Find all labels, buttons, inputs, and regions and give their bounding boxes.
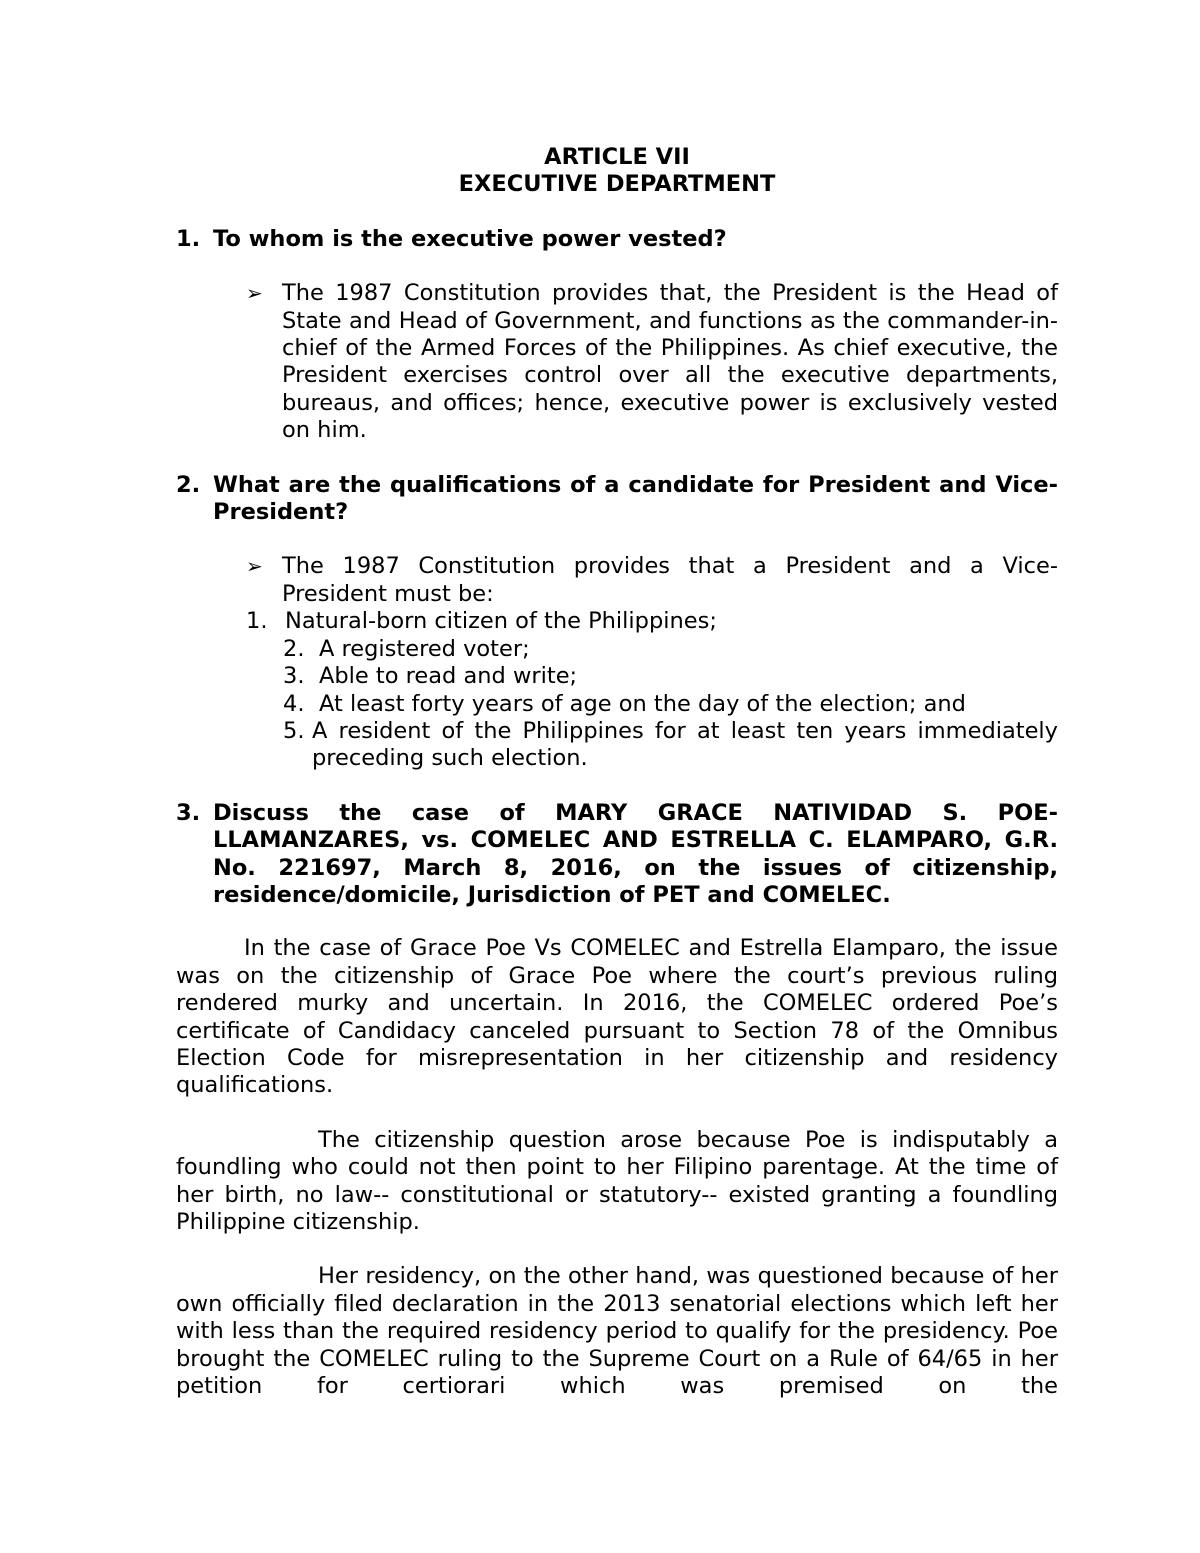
arrow-bullet-icon: ➢ bbox=[246, 554, 263, 579]
qualification-item-2: 2. A registered voter; bbox=[283, 635, 530, 662]
document-body bbox=[176, 144, 1058, 1400]
question-text: Discuss the case of MARY GRACE NATIVIDAD S. POE-LLAMANZARES, vs. COMELEC AND ESTRELLA C. ELAMPARO, G.R. No. 221697, March 8, 2016, on the issues of citizenship, residence/domicile, Jurisdiction of PET and COMELEC. bbox=[213, 799, 1058, 908]
question-2 bbox=[176, 472, 1058, 527]
qualification-item-1: 1. Natural-born citizen of the Philippines; bbox=[246, 608, 717, 635]
answer-1-bullet bbox=[246, 280, 1058, 444]
body-paragraph-1: In the case of Grace Poe Vs COMELEC and Estrella Elamparo, the issue was on the citizenship of Grace Poe where the court’s previous ruling rendered murky and uncertain. In 2016, the COMELEC ordered Poe’s certificate of Candidacy canceled pursuant to Section 78 of the Omnibus Election Code for misrepresentation in her citizenship and residency qualifications. bbox=[176, 935, 1058, 1099]
answer-text: The 1987 Constitution provides that, the President is the Head of State and Head of Government, and functions as the commander-in-chief of the Armed Forces of the Philippines. As chief executive, the President exercises control over all the executive departments, bureaus, and offices; hence, executive power is exclusively vested on him. bbox=[282, 280, 1058, 444]
qualification-item-4: 4. At least forty years of age on the day of the election; and bbox=[283, 690, 966, 717]
question-number: 1. bbox=[176, 225, 201, 252]
body-paragraph-2: The citizenship question arose because Poe is indisputably a foundling who could not then point to her Filipino parentage. At the time of her birth, no law-- constitutional or statutory-- existed granting a foundling Philippine citizenship. bbox=[176, 1126, 1058, 1235]
question-number: 3. bbox=[176, 799, 201, 826]
answer-2-bullet bbox=[246, 553, 1058, 608]
article-title: ARTICLE VII bbox=[544, 144, 690, 170]
answer-text: The 1987 Constitution provides that a President and a Vice-President must be: bbox=[282, 553, 1058, 607]
question-1 bbox=[176, 226, 1058, 253]
qualification-item-5: 5. A resident of the Philippines for at least ten years immediately preceding such election. bbox=[283, 717, 1058, 772]
question-text: To whom is the executive power vested? bbox=[213, 225, 727, 252]
article-subtitle: EXECUTIVE DEPARTMENT bbox=[458, 171, 776, 198]
arrow-bullet-icon: ➢ bbox=[246, 281, 263, 306]
question-number: 2. bbox=[176, 471, 201, 498]
question-text: What are the qualifications of a candidate for President and Vice-President? bbox=[213, 471, 1058, 526]
question-3 bbox=[176, 800, 1058, 910]
qualification-item-3: 3. Able to read and write; bbox=[283, 663, 578, 690]
body-paragraph-3: Her residency, on the other hand, was questioned because of her own officially filed declaration in the 2013 senatorial elections which left her with less than the required residency period to qualify for the presidency. Poe brought the COMELEC ruling to the Supreme Court on a Rule of 64/65 in her petition for certiorari which was premised on the bbox=[176, 1263, 1058, 1400]
